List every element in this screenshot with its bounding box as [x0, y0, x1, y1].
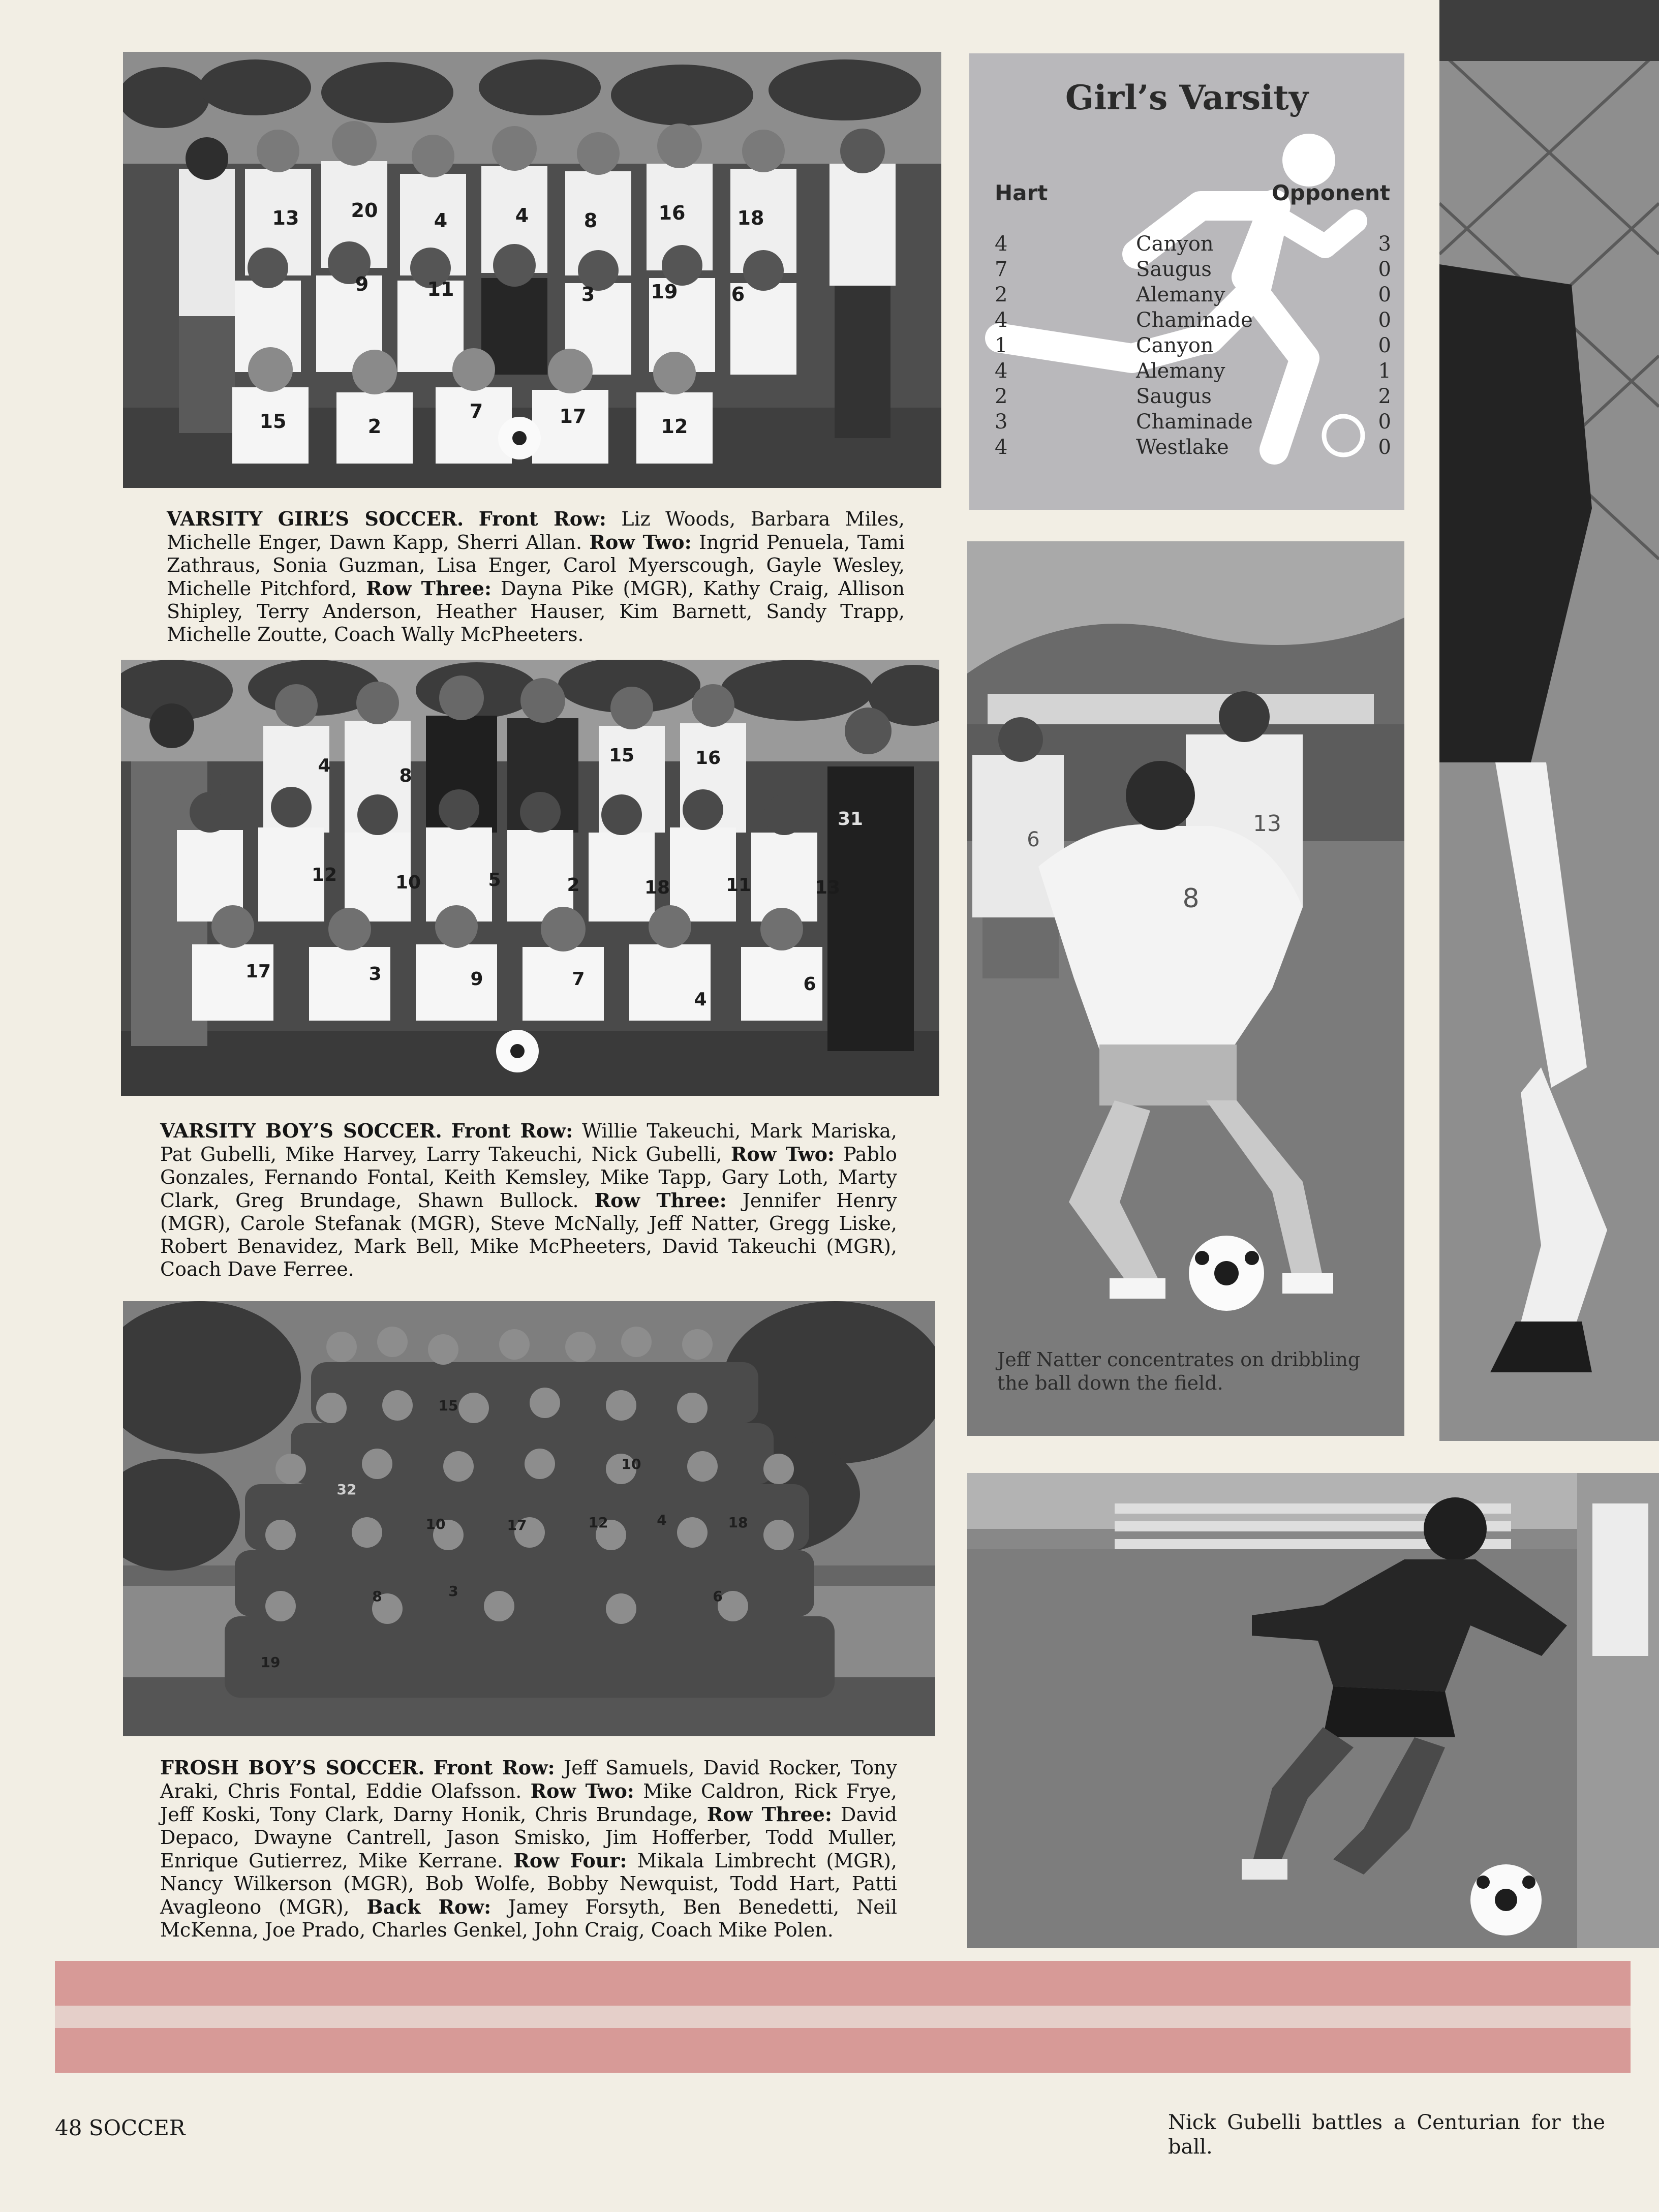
jersey-number: 12	[588, 1514, 608, 1531]
row-label: Front Row:	[451, 1119, 573, 1142]
jersey-number: 31	[837, 809, 864, 830]
score-row	[995, 359, 1391, 385]
jersey-number: 10	[425, 1516, 446, 1532]
hart-score: 2	[995, 385, 1008, 408]
jersey-number: 3	[448, 1583, 458, 1600]
frosh-team-photo	[123, 1301, 935, 1736]
score-row	[995, 283, 1391, 309]
girls-team-caption	[167, 507, 905, 646]
jersey-number: 11	[427, 278, 454, 300]
hart-score: 4	[995, 359, 1008, 383]
opponent-score: 3	[1378, 232, 1391, 256]
score-row	[995, 436, 1391, 461]
right-edge-action-photo-art	[1439, 0, 1659, 1441]
score-row	[995, 258, 1391, 283]
row-names: David Depaco, Dwayne Cantrell, Jason Smisko, Jim Hofferber, Todd Muller, Enrique Gutierrez, Mike Kerrane.	[160, 1803, 897, 1872]
row-label: Row Three:	[366, 577, 491, 600]
jersey-number: 6	[713, 1588, 723, 1605]
jersey-number: 4	[318, 755, 331, 776]
opponent-score: 0	[1378, 410, 1391, 434]
row-names: Ingrid Penuela, Tami Zathraus, Sonia Guzman, Lisa Enger, Carol Myerscough, Gayle Wesley, Michelle Pitchford,	[167, 531, 905, 600]
opponent-name: Canyon	[1136, 232, 1214, 256]
row-names: Pablo Gonzales, Fernando Fontal, Keith Kemsley, Mike Tapp, Gary Loth, Marty Clark, Greg Brundage, Shawn Bullock.	[160, 1143, 897, 1212]
jersey-number: 16	[658, 202, 686, 224]
svg-text:8: 8	[1182, 883, 1200, 914]
nick-gubelli-caption: Nick Gubelli battles a Centurian for the ball.	[1168, 2111, 1605, 2159]
jersey-number: 9	[355, 273, 369, 295]
jersey-number: 2	[567, 875, 580, 896]
jersey-number: 20	[351, 199, 378, 222]
row-label: Row Three:	[594, 1189, 727, 1212]
jersey-number: 6	[803, 974, 816, 995]
opponent-name: Saugus	[1136, 385, 1212, 408]
jersey-number: 4	[657, 1512, 667, 1528]
jersey-number: 6	[731, 283, 745, 305]
jeff-natter-action-photo-art	[967, 541, 1404, 1436]
jersey-number: 13	[814, 877, 841, 898]
jersey-number: 32	[336, 1481, 357, 1498]
jersey-number: 19	[651, 281, 678, 303]
page-label: 48 SOCCER	[55, 2115, 186, 2140]
hart-column-header: Hart	[995, 180, 1048, 205]
row-names: Dayna Pike (MGR), Kathy Craig, Allison Shipley, Terry Anderson, Heather Hauser, Kim Barnett, Sandy Trapp, Michelle Zoutte, Coach Wally McPheeters.	[167, 577, 905, 646]
row-label: Row Two:	[730, 1143, 835, 1165]
jersey-number: 12	[311, 865, 337, 885]
caption-heading: VARSITY BOY’S SOCCER.	[160, 1119, 442, 1142]
jersey-number: 4	[694, 989, 707, 1010]
scoreboard-title: Girl’s Varsity	[1065, 78, 1309, 117]
score-row	[995, 334, 1391, 359]
row-label: Front Row:	[478, 507, 606, 530]
nick-gubelli-action-photo-art	[967, 1473, 1659, 1948]
row-names: Jamey Forsyth, Ben Benedetti, Neil McKenna, Joe Prado, Charles Genkel, John Craig, Coach Mike Polen.	[160, 1896, 897, 1941]
svg-text:6: 6	[1027, 828, 1040, 851]
jersey-number: 17	[507, 1517, 527, 1533]
row-names: Jeff Samuels, David Rocker, Tony Araki, Chris Fontal, Eddie Olafsson.	[160, 1757, 897, 1802]
jersey-number: 2	[367, 415, 382, 438]
jersey-number: 3	[368, 964, 382, 985]
opponent-name: Alemany	[1136, 283, 1225, 306]
opponent-score: 0	[1378, 283, 1391, 306]
opponent-score: 0	[1378, 436, 1391, 459]
score-row	[995, 410, 1391, 436]
hart-score: 4	[995, 232, 1008, 256]
jersey-number: 5	[488, 870, 501, 890]
row-names: Jennifer Henry (MGR), Carole Stefanak (MGR), Steve McNally, Jeff Natter, Gregg Liske, Robert Benavidez, Mark Bell, Mike McPheeters, David Takeuchi (MGR), Coach Dave Ferree.	[160, 1189, 897, 1280]
row-label: Front Row:	[433, 1756, 555, 1779]
jersey-number: 19	[260, 1654, 281, 1671]
jersey-number: 11	[725, 875, 752, 896]
jersey-number: 8	[399, 765, 412, 786]
jersey-number: 4	[515, 204, 529, 227]
jersey-number: 7	[572, 969, 585, 990]
opponent-score: 2	[1378, 385, 1391, 408]
opponent-score: 0	[1378, 309, 1391, 332]
jersey-number: 17	[559, 405, 587, 427]
decorative-stripe	[55, 2028, 1631, 2073]
opponent-column-header: Opponent	[1271, 180, 1390, 205]
jeff-natter-action-photo	[967, 541, 1404, 1436]
frosh-team-caption	[160, 1756, 897, 1942]
decorative-stripe	[55, 2006, 1631, 2028]
hart-score: 7	[995, 258, 1008, 281]
jersey-number: 18	[728, 1514, 748, 1531]
jersey-number: 8	[372, 1588, 382, 1605]
score-row	[995, 385, 1391, 410]
hart-score: 2	[995, 283, 1008, 306]
jersey-number: 15	[608, 745, 635, 766]
opponent-score: 0	[1378, 334, 1391, 357]
jersey-number: 17	[245, 961, 271, 982]
jersey-number: 12	[661, 415, 688, 438]
hart-score: 4	[995, 309, 1008, 332]
row-names: Willie Takeuchi, Mark Mariska, Pat Gubelli, Mike Harvey, Larry Takeuchi, Nick Gubelli,	[160, 1120, 897, 1165]
row-label: Row Four:	[513, 1849, 627, 1872]
girls-varsity-scoreboard	[969, 53, 1404, 510]
row-names: Liz Woods, Barbara Miles, Michelle Enger, Dawn Kapp, Sherri Allan.	[167, 508, 905, 554]
score-row	[995, 232, 1391, 258]
boys-team-photo-art	[121, 660, 939, 1096]
jersey-number: 9	[470, 969, 483, 990]
jersey-number: 16	[695, 748, 721, 769]
jersey-number: 13	[272, 207, 299, 229]
jeff-natter-caption: Jeff Natter concentrates on dribbling the ball down the field.	[997, 1348, 1361, 1394]
jersey-number: 18	[737, 207, 764, 229]
row-label: Row Three:	[706, 1803, 832, 1826]
frosh-team-photo-art	[123, 1301, 935, 1736]
jersey-number: 7	[469, 400, 483, 422]
opponent-name: Chaminade	[1136, 410, 1253, 434]
opponent-name: Saugus	[1136, 258, 1212, 281]
girls-team-photo	[123, 52, 941, 488]
opponent-score: 0	[1378, 258, 1391, 281]
opponent-name: Westlake	[1136, 436, 1229, 459]
jersey-number: 18	[644, 877, 670, 898]
hart-score: 1	[995, 334, 1008, 357]
opponent-name: Chaminade	[1136, 309, 1253, 332]
row-label: Back Row:	[366, 1895, 491, 1918]
jersey-number: 10	[621, 1456, 641, 1472]
caption-heading: FROSH BOY’S SOCCER.	[160, 1756, 425, 1779]
right-edge-action-photo	[1439, 0, 1659, 1441]
jersey-number: 4	[434, 209, 448, 232]
row-label: Row Two:	[530, 1779, 634, 1802]
row-names: Mikala Limbrecht (MGR), Nancy Wilkerson (MGR), Bob Wolfe, Bobby Newquist, Todd Hart, Patti Avagleono (MGR),	[160, 1850, 897, 1918]
row-names: Mike Caldron, Rick Frye, Jeff Koski, Tony Clark, Darny Honik, Chris Brundage,	[160, 1780, 897, 1826]
opponent-name: Canyon	[1136, 334, 1214, 357]
girls-team-photo-art	[123, 52, 941, 488]
boys-team-photo	[121, 660, 939, 1096]
nick-gubelli-action-photo	[967, 1473, 1659, 1948]
row-label: Row Two:	[589, 531, 692, 554]
decorative-stripe	[55, 1961, 1631, 2006]
jersey-number: 15	[438, 1397, 458, 1414]
jersey-number: 15	[259, 410, 287, 433]
svg-text:13: 13	[1253, 811, 1281, 837]
score-row	[995, 309, 1391, 334]
jersey-number: 3	[581, 283, 595, 305]
opponent-score: 1	[1378, 359, 1391, 383]
hart-score: 3	[995, 410, 1008, 434]
caption-heading: VARSITY GIRL’S SOCCER.	[167, 507, 464, 530]
boys-team-caption	[160, 1119, 897, 1281]
jersey-number: 10	[395, 872, 421, 893]
jersey-number: 8	[583, 209, 598, 232]
hart-score: 4	[995, 436, 1008, 459]
opponent-name: Alemany	[1136, 359, 1225, 383]
